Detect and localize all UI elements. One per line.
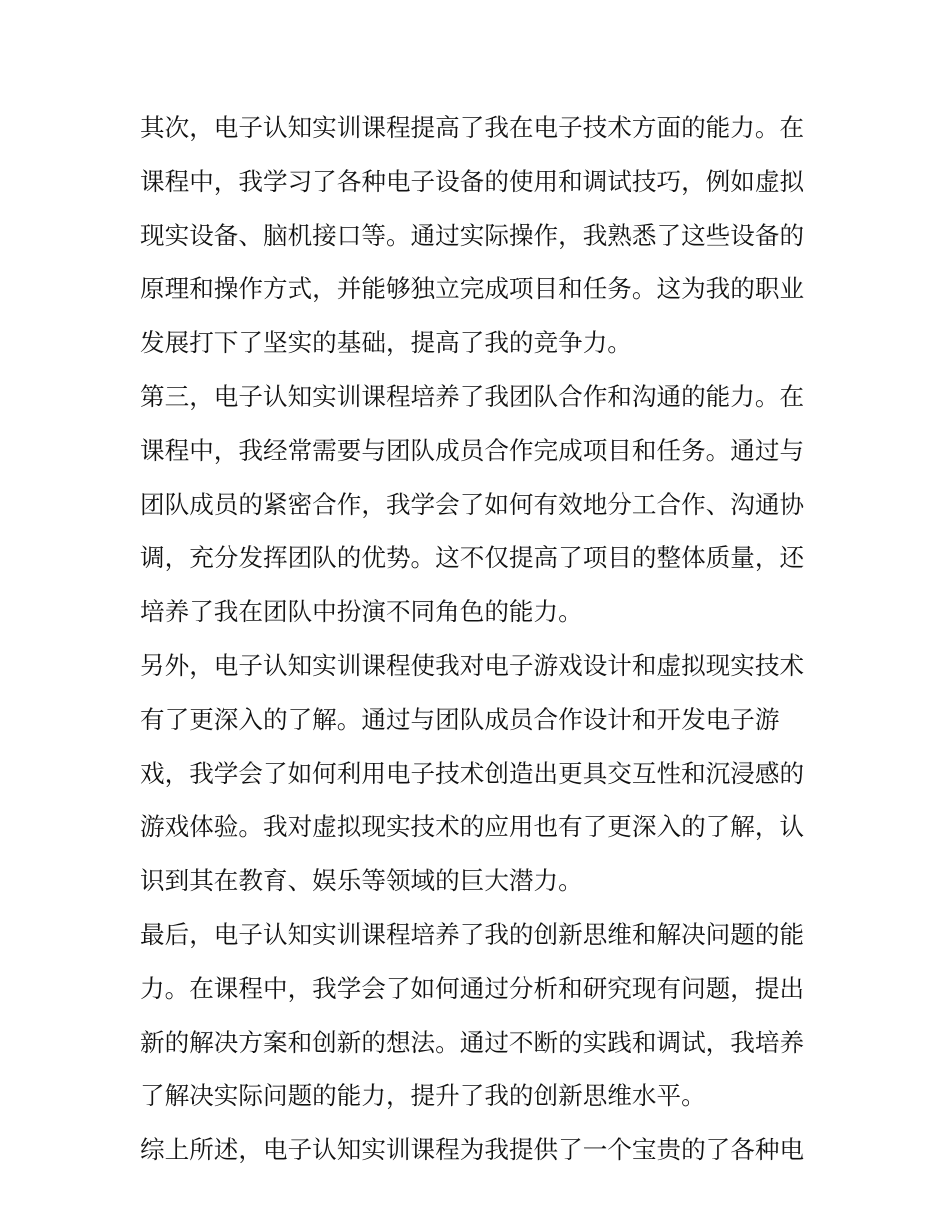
text-line: 游戏体验。我对虚拟现实技术的应用也有了更深入的了解，认 [140, 812, 805, 842]
text-line: 另外，电子认知实训课程使我对电子游戏设计和虚拟现实技术 [140, 650, 805, 680]
text-line: 第三，电子认知实训课程培养了我团队合作和沟通的能力。在 [140, 381, 805, 411]
text-line: 综上所述，电子认知实训课程为我提供了一个宝贵的了各种电 [140, 1135, 805, 1165]
text-line: 课程中，我学习了各种电子设备的使用和调试技巧，例如虚拟 [140, 166, 805, 196]
text-line: 发展打下了坚实的基础，提高了我的竞争力。 [140, 328, 632, 358]
text-line: 了解决实际问题的能力，提升了我的创新思维水平。 [140, 1081, 706, 1111]
text-line: 新的解决方案和创新的想法。通过不断的实践和调试，我培养 [140, 1027, 805, 1057]
text-line: 识到其在教育、娱乐等领域的巨大潜力。 [140, 866, 583, 896]
text-line: 最后，电子认知实训课程培养了我的创新思维和解决问题的能 [140, 919, 805, 949]
text-line: 培养了我在团队中扮演不同角色的能力。 [140, 597, 583, 627]
text-line: 团队成员的紧密合作，我学会了如何有效地分工合作、沟通协 [140, 489, 805, 519]
text-line: 现实设备、脑机接口等。通过实际操作，我熟悉了这些设备的 [140, 220, 805, 250]
text-line: 有了更深入的了解。通过与团队成员合作设计和开发电子游 [140, 704, 780, 734]
text-line: 原理和操作方式，并能够独立完成项目和任务。这为我的职业 [140, 274, 805, 304]
text-line: 力。在课程中，我学会了如何通过分析和研究现有问题，提出 [140, 973, 805, 1003]
document-body [140, 101, 820, 1177]
text-line: 戏，我学会了如何利用电子技术创造出更具交互性和沉浸感的 [140, 758, 805, 788]
text-line: 其次，电子认知实训课程提高了我在电子技术方面的能力。在 [140, 113, 805, 142]
text-line: 调，充分发挥团队的优势。这不仅提高了项目的整体质量，还 [140, 543, 805, 573]
text-line: 课程中，我经常需要与团队成员合作完成项目和任务。通过与 [140, 435, 805, 465]
